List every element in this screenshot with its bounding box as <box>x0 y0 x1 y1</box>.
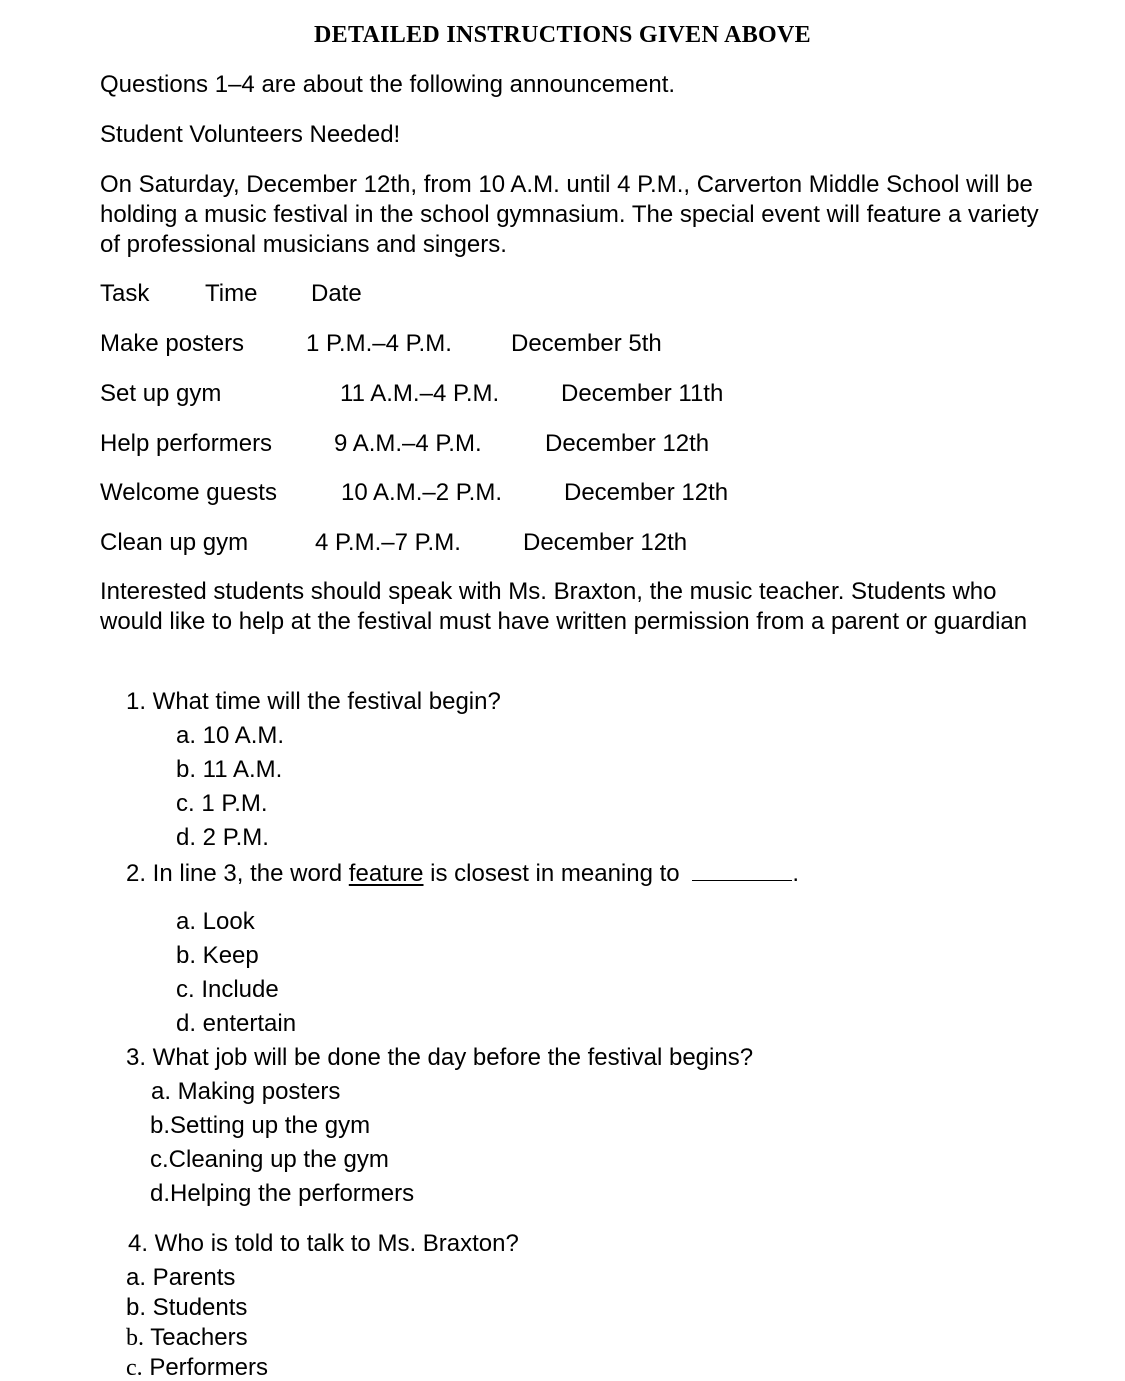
cell-task: Clean up gym <box>100 529 249 556</box>
cell-task: Help performers <box>100 430 273 457</box>
answer-option: b. Keep <box>176 942 259 969</box>
answer-option: c. Performers <box>126 1354 269 1381</box>
answer-option: b. 11 A.M. <box>176 756 283 783</box>
answer-option: a. 10 A.M. <box>176 722 285 749</box>
cell-date: December 12th <box>564 479 729 506</box>
answer-option: b. Teachers <box>126 1324 248 1351</box>
answer-option: d.Helping the performers <box>150 1180 415 1207</box>
answer-option: a. Parents <box>126 1264 236 1291</box>
cell-time: 4 P.M.–7 P.M. <box>315 529 461 556</box>
header-time: Time <box>205 280 258 307</box>
option-text: Performers <box>142 1354 269 1381</box>
question-prompt: 3. What job will be done the day before the festival begins? <box>126 1044 754 1071</box>
underlined-word: feature <box>348 860 424 887</box>
answer-option: c. Include <box>176 976 279 1003</box>
answer-option: a. Making posters <box>151 1078 341 1105</box>
answer-option: a. Look <box>176 908 255 935</box>
question-prompt: 2. In line 3, the word feature is closest in meaning to . <box>126 860 799 887</box>
contact-paragraph: Interested students should speak with Ms. Braxton, the music teacher. Students who would like to help at the festival must have written permission from a parent or guardian <box>100 578 1028 635</box>
cell-time: 10 A.M.–2 P.M. <box>341 479 502 506</box>
cell-date: December 5th <box>511 330 662 357</box>
cell-time: 11 A.M.–4 P.M. <box>340 380 500 407</box>
answer-option: b. Students <box>126 1294 248 1321</box>
document-title: DETAILED INSTRUCTIONS GIVEN ABOVE <box>314 22 811 48</box>
answer-option: c.Cleaning up the gym <box>150 1146 389 1173</box>
cell-date: December 11th <box>561 380 724 407</box>
cell-task: Welcome guests <box>100 479 277 506</box>
answer-option: d. 2 P.M. <box>176 824 269 851</box>
question-prompt: 4. Who is told to talk to Ms. Braxton? <box>128 1230 519 1257</box>
question-prompt: 1. What time will the festival begin? <box>126 688 501 715</box>
header-task: Task <box>100 280 150 307</box>
announcement-paragraph: On Saturday, December 12th, from 10 A.M. until 4 P.M., Carverton Middle School will be holding a music festival in the school gymnasium. The special event will feature a variety of professional musicians and singers. <box>100 171 1039 258</box>
announcement-heading: Student Volunteers Needed! <box>100 121 401 148</box>
cell-time: 9 A.M.–4 P.M. <box>334 430 482 457</box>
cell-time: 1 P.M.–4 P.M. <box>306 330 452 357</box>
cell-task: Make posters <box>100 330 245 357</box>
answer-blank <box>692 860 792 881</box>
answer-option: d. entertain <box>176 1010 297 1037</box>
cell-task: Set up gym <box>100 380 222 407</box>
cell-date: December 12th <box>545 430 710 457</box>
option-text: Teachers <box>144 1324 248 1351</box>
intro-text: Questions 1–4 are about the following announcement. <box>100 71 676 98</box>
answer-option: b.Setting up the gym <box>150 1112 371 1139</box>
cell-date: December 12th <box>523 529 688 556</box>
answer-option: c. 1 P.M. <box>176 790 268 817</box>
header-date: Date <box>311 280 362 307</box>
